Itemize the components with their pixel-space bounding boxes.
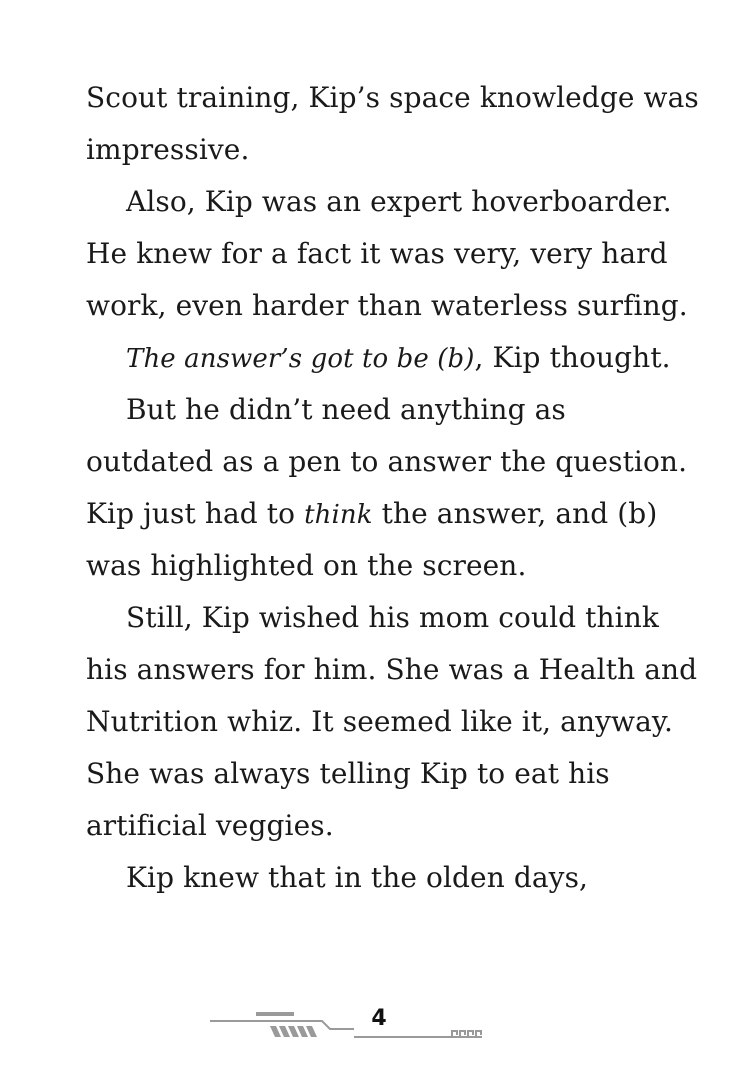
text-line: Nutrition whiz. It seemed like it, anyway. [86,705,674,738]
text-line: outdated as a pen to answer the question. [86,445,688,478]
text-line: But he didn’t need anything as [126,393,566,426]
text-line: Scout training, Kip’s space knowledge was [86,81,699,114]
text-line: was highlighted on the screen. [86,549,527,582]
line-text: , Kip thought. [474,341,671,374]
text-line [86,488,657,541]
text-line [126,332,671,385]
line-text: the answer, and (b) [372,497,658,530]
text-line: impressive. [86,133,250,166]
italic-thought: The answer’s got to be (b) [126,344,475,374]
text-line: Kip knew that in the olden days, [126,861,589,894]
text-line: He knew for a fact it was very, very hard [86,237,668,270]
text-line: his answers for him. She was a Health and [86,653,698,686]
text-line: work, even harder than waterless surfing. [86,289,688,322]
text-line: Also, Kip was an expert hoverboarder. [126,185,672,218]
italic-word: think [304,500,373,530]
text-line: Still, Kip wished his mom could think [126,601,659,634]
footer-ornament [210,1008,482,1044]
line-text: Kip just had to [86,497,305,530]
page-number: 4 [371,1006,387,1031]
text-line: She was always telling Kip to eat his [86,757,610,790]
text-line: artificial veggies. [86,809,334,842]
